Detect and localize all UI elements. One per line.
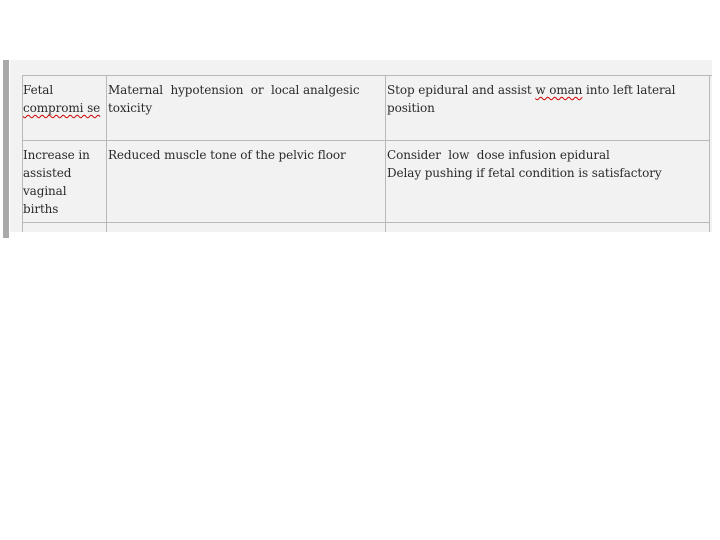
- table-cell-r2-c3: [387, 146, 707, 182]
- table-border-right: [709, 75, 710, 232]
- cell-text-part: into left lateral position: [387, 83, 680, 115]
- cell-text-misspelled: w oman: [535, 83, 583, 97]
- cell-line: Reduced muscle tone of the pelvic floor: [108, 148, 346, 162]
- table-cell-r1-c2: [108, 81, 383, 117]
- table-border-top: [22, 75, 712, 76]
- column-divider-1: [106, 75, 107, 232]
- row-divider-1: [22, 140, 710, 141]
- cell-line: births: [23, 202, 59, 216]
- column-divider-2: [385, 75, 386, 232]
- cell-line: Delay pushing if fetal condition is satisfactory: [387, 166, 662, 180]
- table-cell-r1-c1: [23, 81, 105, 117]
- row-divider-2: [22, 222, 710, 223]
- table-cell-r2-c1: [23, 146, 105, 218]
- cell-line: assisted: [23, 166, 72, 180]
- cell-line: Increase in: [23, 148, 90, 162]
- cell-line: vaginal: [23, 184, 67, 198]
- table-cell-r1-c3: [387, 81, 707, 117]
- cell-line: Consider low dose infusion epidural: [387, 148, 610, 162]
- cell-line-misspelled: compromi se: [23, 101, 101, 115]
- accent-bar: [3, 60, 9, 238]
- table-screenshot: [10, 60, 712, 232]
- cell-line: Maternal hypotension or local analgesic toxicity: [108, 83, 364, 115]
- cell-line: Fetal: [23, 83, 54, 97]
- table-cell-r2-c2: [108, 146, 383, 164]
- cell-text-part: Stop epidural and assist: [387, 83, 536, 97]
